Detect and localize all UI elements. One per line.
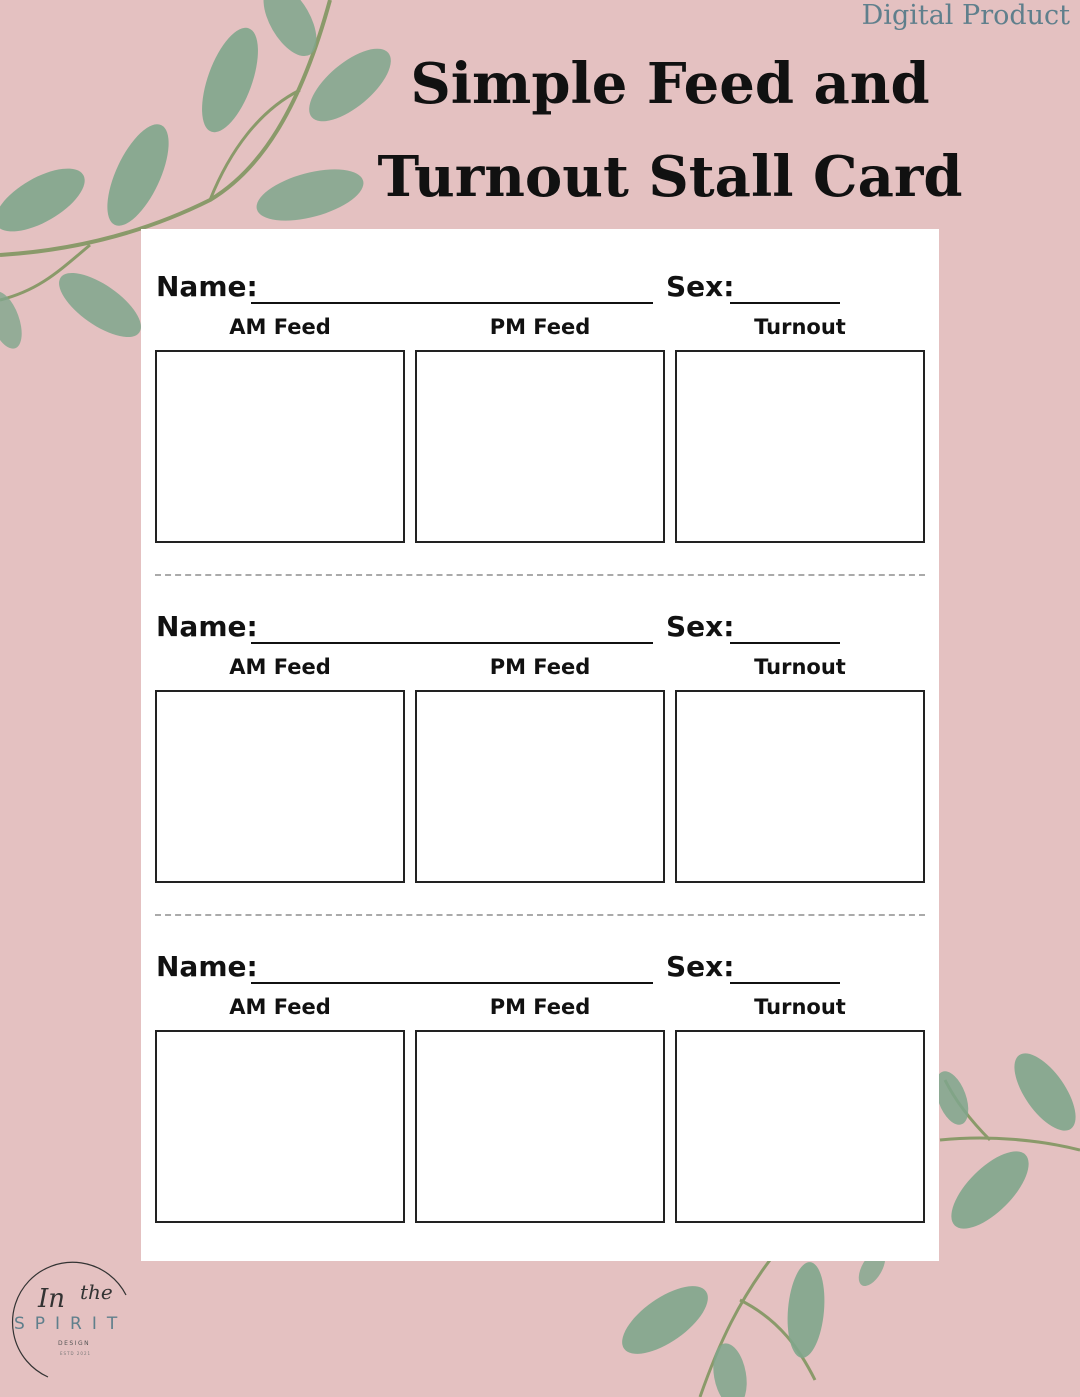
digital-product-badge: Digital Product — [861, 0, 1070, 31]
svg-text:ESTD 2021: ESTD 2021 — [60, 1351, 92, 1356]
name-label: Name: — [156, 610, 258, 643]
title-line-1: Simple Feed and — [410, 51, 930, 117]
am-feed-label: AM Feed — [229, 315, 331, 339]
am-feed-box[interactable] — [155, 1030, 405, 1223]
name-label: Name: — [156, 950, 258, 983]
stall-card-section — [141, 610, 939, 913]
am-feed-label: AM Feed — [229, 995, 331, 1019]
am-feed-box[interactable] — [155, 350, 405, 543]
pm-feed-box[interactable] — [415, 1030, 665, 1223]
stall-card-section — [141, 950, 939, 1253]
name-label: Name: — [156, 270, 258, 303]
pm-feed-label: PM Feed — [489, 315, 591, 339]
turnout-label: Turnout — [754, 315, 846, 339]
sex-blank-line — [730, 302, 840, 304]
sex-blank-line — [730, 982, 840, 984]
name-blank-line — [251, 642, 653, 644]
in-the-spirit-logo — [8, 1255, 148, 1385]
svg-text:In: In — [38, 1284, 66, 1314]
am-feed-label: AM Feed — [229, 655, 331, 679]
turnout-label: Turnout — [754, 995, 846, 1019]
stall-card-sheet — [141, 229, 939, 1261]
stall-card-section — [141, 270, 939, 573]
sex-label: Sex: — [666, 950, 735, 983]
sex-label: Sex: — [666, 610, 735, 643]
turnout-box[interactable] — [675, 690, 925, 883]
sex-label: Sex: — [666, 270, 735, 303]
svg-text:DESIGN: DESIGN — [58, 1340, 91, 1347]
am-feed-box[interactable] — [155, 690, 405, 883]
turnout-box[interactable] — [675, 350, 925, 543]
pm-feed-label: PM Feed — [489, 995, 591, 1019]
pm-feed-box[interactable] — [415, 350, 665, 543]
svg-text:the: the — [80, 1280, 113, 1304]
cut-line-divider — [155, 914, 925, 916]
name-blank-line — [251, 302, 653, 304]
name-blank-line — [251, 982, 653, 984]
pm-feed-label: PM Feed — [489, 655, 591, 679]
turnout-box[interactable] — [675, 1030, 925, 1223]
title-line-2: Turnout Stall Card — [377, 144, 963, 210]
turnout-label: Turnout — [754, 655, 846, 679]
svg-text:SPIRIT: SPIRIT — [14, 1314, 128, 1334]
pm-feed-box[interactable] — [415, 690, 665, 883]
sex-blank-line — [730, 642, 840, 644]
cut-line-divider — [155, 574, 925, 576]
page-title — [370, 38, 970, 224]
